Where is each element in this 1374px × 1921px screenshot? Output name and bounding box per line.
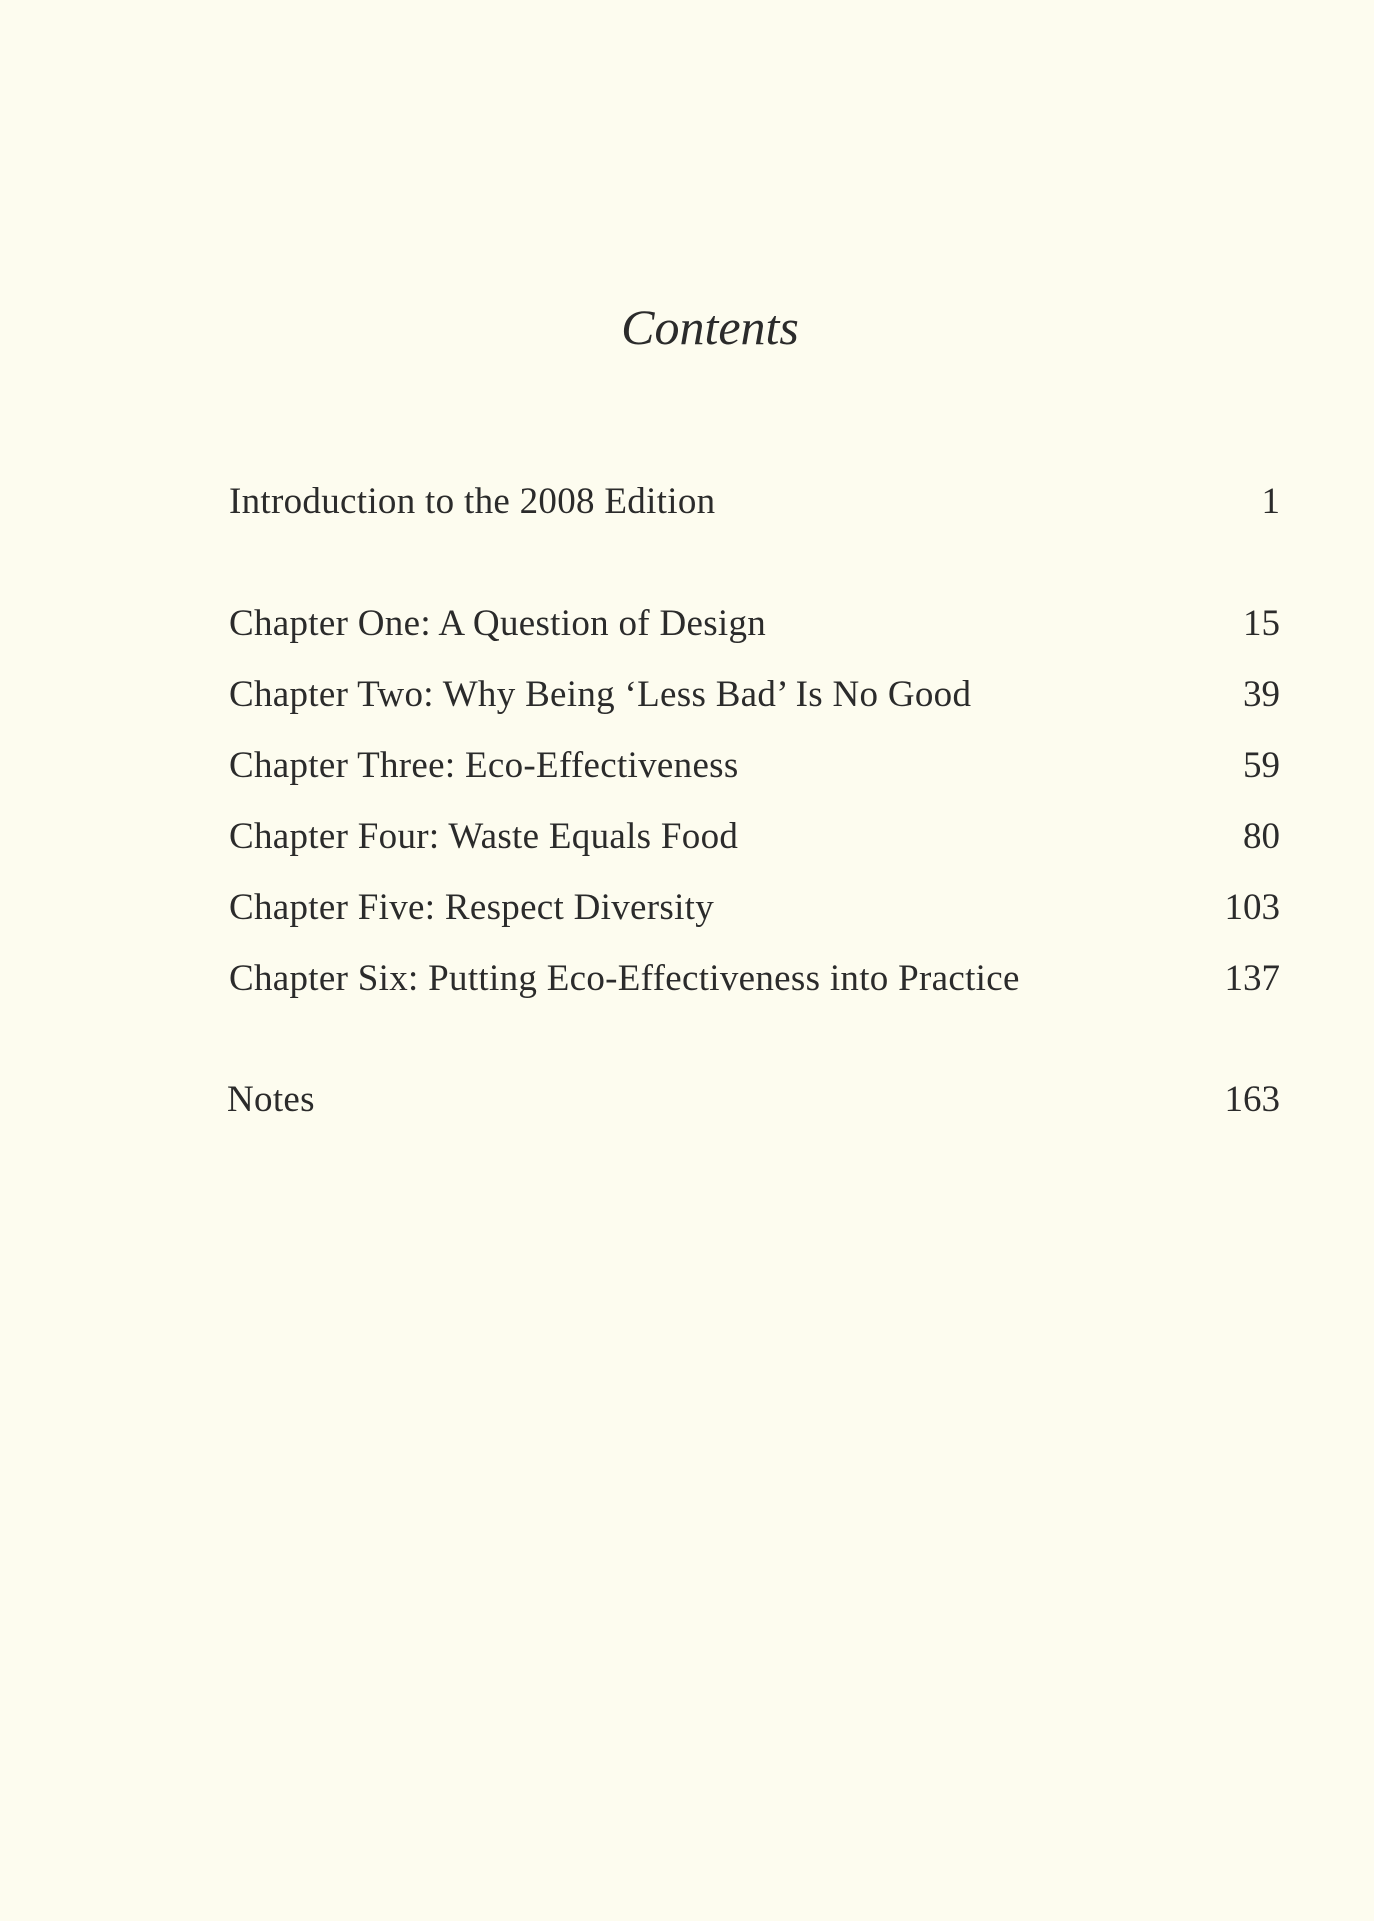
- toc-entry-notes[interactable]: [227, 1078, 1280, 1122]
- toc-entry-page: 15: [1243, 603, 1280, 644]
- toc-entry-label: Chapter Two: Why Being ‘Less Bad’ Is No Good: [229, 674, 972, 715]
- toc-entry-introduction[interactable]: [229, 480, 1280, 524]
- toc-entry-page: 39: [1243, 674, 1280, 715]
- toc-entry-page: 80: [1243, 816, 1280, 857]
- toc-entry-chapter-four[interactable]: [229, 815, 1280, 859]
- toc-entry-page: 59: [1243, 745, 1280, 786]
- toc-entry-chapter-six[interactable]: [229, 957, 1280, 1001]
- toc-entry-chapter-two[interactable]: [229, 673, 1280, 717]
- toc-entry-label: Introduction to the 2008 Edition: [229, 481, 716, 522]
- toc-entry-label: Chapter Five: Respect Diversity: [229, 887, 715, 928]
- toc-entry-page: 163: [1224, 1079, 1280, 1120]
- toc-entry-chapter-one[interactable]: [229, 602, 1280, 646]
- toc-entry-label: Chapter Four: Waste Equals Food: [229, 816, 739, 857]
- toc-entry-page: 137: [1224, 958, 1280, 999]
- toc-entry-chapter-five[interactable]: [229, 886, 1280, 930]
- toc-entry-label: Notes: [227, 1079, 315, 1120]
- toc-entry-page: 1: [1261, 481, 1280, 522]
- toc-entry-chapter-three[interactable]: [229, 744, 1280, 788]
- toc-entry-label: Chapter Six: Putting Eco-Effectiveness into Practice: [229, 958, 1020, 999]
- toc-entry-label: Chapter Three: Eco-Effectiveness: [229, 745, 739, 786]
- page-title: Contents: [621, 299, 799, 355]
- toc-entry-page: 103: [1224, 887, 1280, 928]
- toc-entry-label: Chapter One: A Question of Design: [229, 603, 767, 644]
